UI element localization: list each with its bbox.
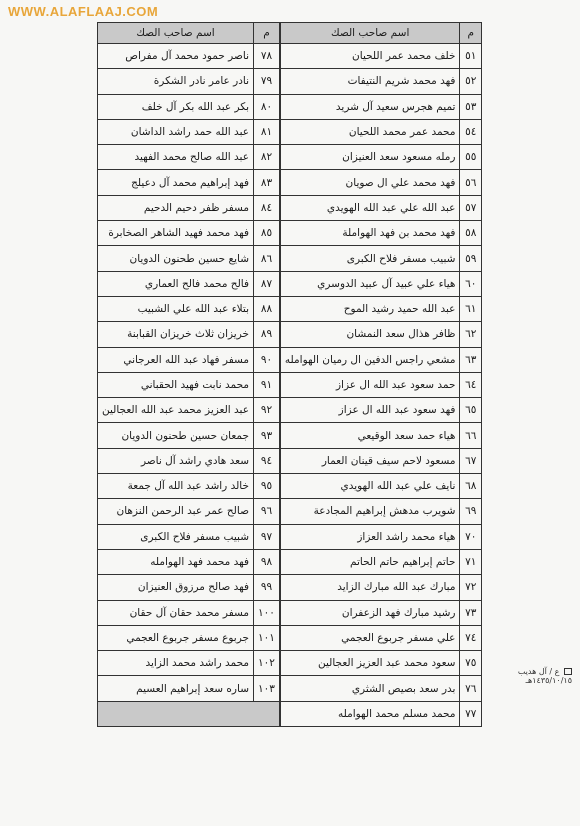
- left-table-body: [98, 44, 280, 727]
- owner-name: مسفر فهاد عبد الله العرجاني: [98, 347, 254, 372]
- row-number: ٥٥: [460, 145, 482, 170]
- row-number: ٦٧: [460, 448, 482, 473]
- row-number: ٥١: [460, 44, 482, 69]
- owner-name: مسفر ظفر دحيم الدحيم: [98, 195, 254, 220]
- owner-name: خلف محمد عمر اللحيان: [280, 44, 460, 69]
- footer-text: ع / آل هديب ١٤٣٥/١٠/١٥هـ: [517, 667, 572, 685]
- table-row: [280, 347, 481, 372]
- row-number: ٩٩: [254, 575, 280, 600]
- owner-name: تميم هجرس سعيد آل شريد: [280, 94, 460, 119]
- row-number: ٥٨: [460, 221, 482, 246]
- table-row: [98, 69, 280, 94]
- right-table-body: [280, 44, 481, 727]
- owner-name: محمد مسلم محمد الهوامله: [280, 701, 460, 726]
- owner-name: سعد هادي راشد آل ناصر: [98, 448, 254, 473]
- owner-name: عبد الله حمد راشد الداشان: [98, 119, 254, 144]
- table-row: [98, 499, 280, 524]
- owner-name: جمعان حسين طحنون الدويان: [98, 423, 254, 448]
- table-row: [98, 372, 280, 397]
- owner-name: مسعود لاحم سيف قينان العمار: [280, 448, 460, 473]
- owner-name: شويرب مدهش إبراهيم المجادعة: [280, 499, 460, 524]
- table-row: [280, 398, 481, 423]
- row-number: ٧٧: [460, 701, 482, 726]
- owner-name: سعود محمد عبد العزيز العجالين: [280, 651, 460, 676]
- owner-name: عبد العزيز محمد عبد الله العجالين: [98, 398, 254, 423]
- table-row: [280, 322, 481, 347]
- row-number: ٦٤: [460, 372, 482, 397]
- owner-name: فهد محمد بن فهد الهواملة: [280, 221, 460, 246]
- table-row: [98, 44, 280, 69]
- owner-name: حمد سعود عبد الله ال عزاز: [280, 372, 460, 397]
- row-number: ٨٩: [254, 322, 280, 347]
- table-row: [280, 499, 481, 524]
- table-row: [280, 246, 481, 271]
- owner-name: حاتم إبراهيم حاتم الحاتم: [280, 549, 460, 574]
- owner-name: ساره سعد إبراهيم العسيم: [98, 676, 254, 701]
- row-number: ٧١: [460, 549, 482, 574]
- owner-name: بكر عبد الله بكر آل خلف: [98, 94, 254, 119]
- row-number: ٧٨: [254, 44, 280, 69]
- table-row: [98, 600, 280, 625]
- table-row: [98, 398, 280, 423]
- row-number: ٨٣: [254, 170, 280, 195]
- row-number: ٨١: [254, 119, 280, 144]
- table-row: [98, 625, 280, 650]
- row-number: ٨٢: [254, 145, 280, 170]
- row-number: ٧٣: [460, 600, 482, 625]
- table-row: [280, 676, 481, 701]
- table-row: [98, 195, 280, 220]
- table-row: [280, 145, 481, 170]
- header-num: م: [460, 23, 482, 44]
- table-row: [280, 94, 481, 119]
- table-row: [98, 94, 280, 119]
- row-number: ٦٢: [460, 322, 482, 347]
- owner-name: مسفر محمد حقان آل حقان: [98, 600, 254, 625]
- right-table-header: [280, 23, 481, 44]
- owner-name: بدر سعد بصيص الشثري: [280, 676, 460, 701]
- row-number: ٦٣: [460, 347, 482, 372]
- owner-name: هياء محمد راشد العزاز: [280, 524, 460, 549]
- table-row: [98, 170, 280, 195]
- owner-name: عبد الله حميد رشيد الموح: [280, 296, 460, 321]
- table-row: [98, 296, 280, 321]
- row-number: ٧٩: [254, 69, 280, 94]
- row-number: ٥٧: [460, 195, 482, 220]
- owner-name: نادر عامر نادر الشكرة: [98, 69, 254, 94]
- row-number: ٧٠: [460, 524, 482, 549]
- row-number: ٧٦: [460, 676, 482, 701]
- table-row: [98, 549, 280, 574]
- empty-row: [98, 701, 280, 726]
- deed-owners-sheet: [97, 22, 482, 727]
- watermark: WWW.ALAFLAAJ.COM: [8, 4, 159, 19]
- table-row: [98, 524, 280, 549]
- owner-name: محمد عمر محمد اللحيان: [280, 119, 460, 144]
- table-row: [280, 119, 481, 144]
- table-row: [98, 347, 280, 372]
- left-table-header: [98, 23, 280, 44]
- owner-name: فالح محمد فالح العماري: [98, 271, 254, 296]
- table-row: [280, 69, 481, 94]
- owner-name: هياء علي عبيد آل عبيد الدوسري: [280, 271, 460, 296]
- table-row: [98, 145, 280, 170]
- table-row: [280, 221, 481, 246]
- row-number: ٨٤: [254, 195, 280, 220]
- owner-name: مشعي راجس الدفين ال رميان الهوامله: [280, 347, 460, 372]
- row-number: ٧٢: [460, 575, 482, 600]
- table-row: [280, 448, 481, 473]
- table-row: [98, 119, 280, 144]
- table-row: [98, 575, 280, 600]
- row-number: ٩١: [254, 372, 280, 397]
- row-number: ٩٢: [254, 398, 280, 423]
- row-number: ٩٥: [254, 474, 280, 499]
- table-row: [280, 575, 481, 600]
- table-row: [98, 221, 280, 246]
- owner-name: مبارك عبد الله مبارك الزايد: [280, 575, 460, 600]
- footer-note: [492, 667, 572, 685]
- table-row: [280, 170, 481, 195]
- document-icon: [564, 668, 572, 675]
- owner-name: فهد سعود عبد الله ال عزاز: [280, 398, 460, 423]
- table-row: [280, 651, 481, 676]
- row-number: ٦٩: [460, 499, 482, 524]
- owner-name: بتلاء عبد الله علي الشبيب: [98, 296, 254, 321]
- owner-name: فهد محمد فهد الهوامله: [98, 549, 254, 574]
- row-number: ٦٨: [460, 474, 482, 499]
- row-number: ٩٣: [254, 423, 280, 448]
- row-number: ٨٨: [254, 296, 280, 321]
- table-row: [280, 195, 481, 220]
- table-row: [280, 423, 481, 448]
- table-row: [98, 423, 280, 448]
- row-number: ٧٤: [460, 625, 482, 650]
- row-number: ١٠٣: [254, 676, 280, 701]
- row-number: ٩٦: [254, 499, 280, 524]
- header-num: م: [254, 23, 280, 44]
- table-row: [98, 271, 280, 296]
- owner-name: صالح عمر عبد الرحمن النزهان: [98, 499, 254, 524]
- row-number: ٨٧: [254, 271, 280, 296]
- row-number: ١٠٠: [254, 600, 280, 625]
- table-row: [280, 296, 481, 321]
- owner-name: شايع حسين طحنون الدويان: [98, 246, 254, 271]
- owner-name: نايف علي عبد الله الهويدي: [280, 474, 460, 499]
- owner-name: عبد الله صالح محمد الفهيد: [98, 145, 254, 170]
- owner-name: هياء حمد سعد الوقيعي: [280, 423, 460, 448]
- table-row: [98, 651, 280, 676]
- owner-name: ناصر حمود محمد آل مفراص: [98, 44, 254, 69]
- owner-name: فهد صالح مرزوق العنيزان: [98, 575, 254, 600]
- table-row: [280, 372, 481, 397]
- owner-name: فهد محمد شريم النتيفات: [280, 69, 460, 94]
- table-row: [98, 676, 280, 701]
- owner-name: جربوع مسفر جربوع العجمي: [98, 625, 254, 650]
- owner-name: خريزان ثلاث خريزان القبابنة: [98, 322, 254, 347]
- header-name: اسم صاحب الصك: [98, 23, 254, 44]
- table-row: [98, 474, 280, 499]
- row-number: ٩٤: [254, 448, 280, 473]
- row-number: ١٠١: [254, 625, 280, 650]
- owner-name: شبيب مسفر فلاح الكبرى: [98, 524, 254, 549]
- owner-name: ظافر هذال سعد النمشان: [280, 322, 460, 347]
- row-number: ٧٥: [460, 651, 482, 676]
- owner-name: فهد محمد فهيد الشاهر الصخابرة: [98, 221, 254, 246]
- row-number: ٥٣: [460, 94, 482, 119]
- row-number: ٨٠: [254, 94, 280, 119]
- owner-name: فهد محمد علي ال صويان: [280, 170, 460, 195]
- row-number: ٥٤: [460, 119, 482, 144]
- row-number: ٨٦: [254, 246, 280, 271]
- row-number: ٥٦: [460, 170, 482, 195]
- table-row: [280, 271, 481, 296]
- row-number: ٩٧: [254, 524, 280, 549]
- owner-name: محمد راشد محمد الزايد: [98, 651, 254, 676]
- row-number: ٦٠: [460, 271, 482, 296]
- row-number: ٦١: [460, 296, 482, 321]
- table-row: [98, 448, 280, 473]
- row-number: ٩٨: [254, 549, 280, 574]
- owner-name: فهد إبراهيم محمد آل دعيلج: [98, 170, 254, 195]
- owner-name: علي مسفر جربوع العجمي: [280, 625, 460, 650]
- empty-cell: [98, 701, 280, 726]
- table-row: [280, 524, 481, 549]
- right-table: [280, 22, 482, 727]
- left-table: [97, 22, 280, 727]
- table-row: [280, 474, 481, 499]
- owner-name: عبد الله علي عبد الله الهويدي: [280, 195, 460, 220]
- row-number: ١٠٢: [254, 651, 280, 676]
- owner-name: خالد راشد عبد الله آل جمعة: [98, 474, 254, 499]
- owner-name: محمد نابت فهيد الحقباني: [98, 372, 254, 397]
- row-number: ٥٢: [460, 69, 482, 94]
- owner-name: رشيد مبارك فهد الزعفران: [280, 600, 460, 625]
- table-row: [280, 44, 481, 69]
- row-number: ٦٥: [460, 398, 482, 423]
- table-row: [280, 549, 481, 574]
- row-number: ٩٠: [254, 347, 280, 372]
- row-number: ٥٩: [460, 246, 482, 271]
- table-row: [98, 322, 280, 347]
- table-row: [98, 246, 280, 271]
- header-name: اسم صاحب الصك: [280, 23, 460, 44]
- table-row: [280, 701, 481, 726]
- row-number: ٨٥: [254, 221, 280, 246]
- owner-name: شبيب مسفر فلاح الكبرى: [280, 246, 460, 271]
- table-row: [280, 625, 481, 650]
- row-number: ٦٦: [460, 423, 482, 448]
- owner-name: رمله مسعود سعد العنيزان: [280, 145, 460, 170]
- table-row: [280, 600, 481, 625]
